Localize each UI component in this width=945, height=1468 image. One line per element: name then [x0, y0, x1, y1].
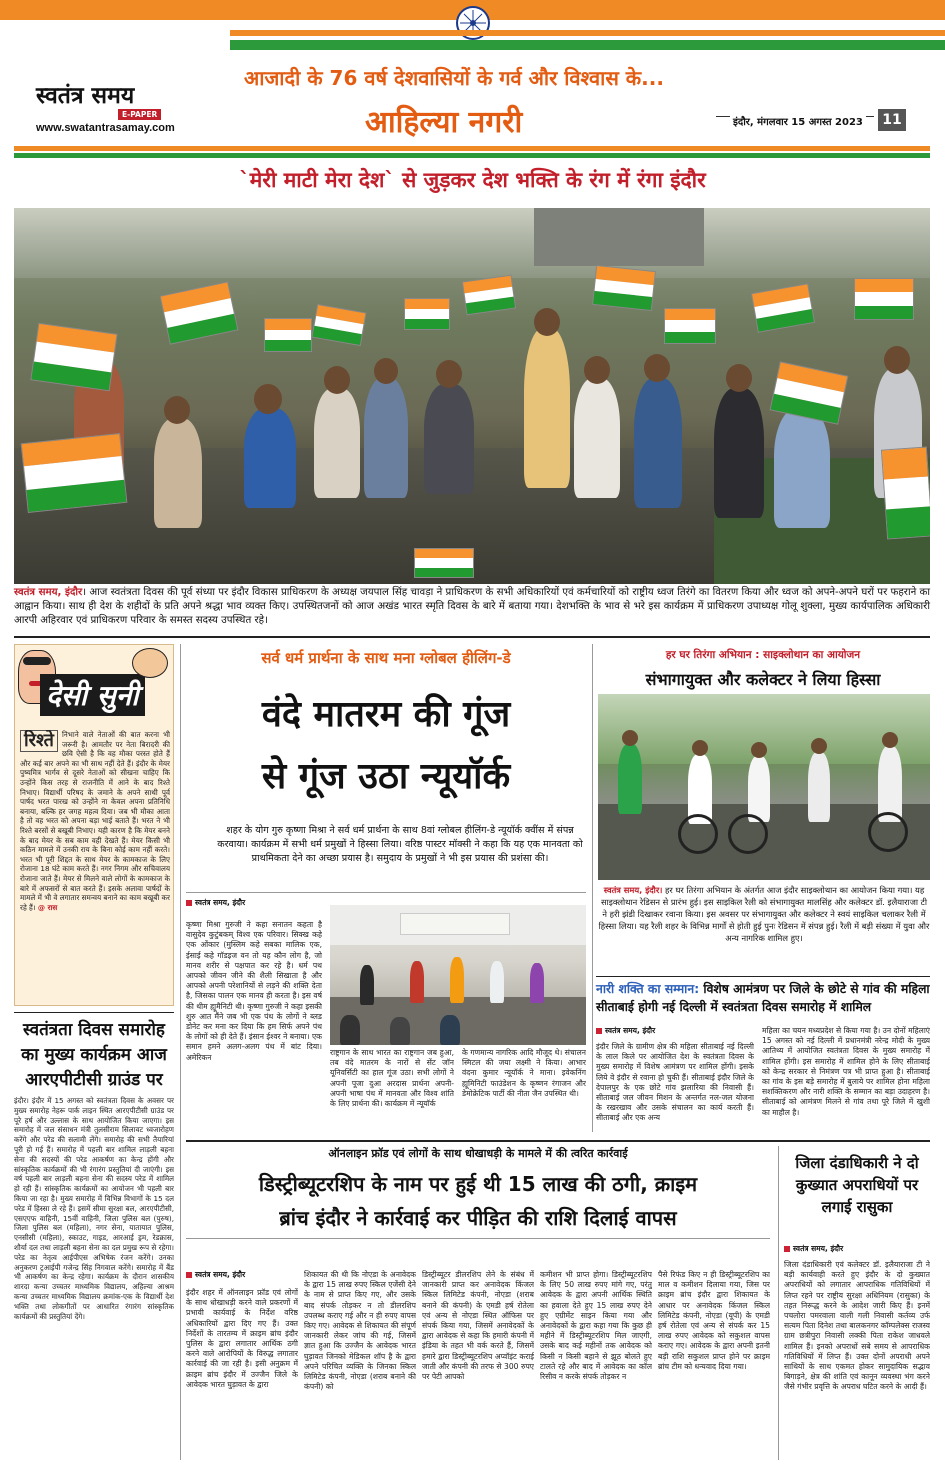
- lead-caption-byline: स्वतंत्र समय, इंदौर: [14, 587, 83, 598]
- desi-suni-signoff: @ रास: [37, 902, 58, 912]
- fraud-kicker: ऑनलाइन फ्रॉड एवं लोगों के साथ धोखाधड़ी के मामले में की त्वरित कार्रवाई: [328, 1147, 628, 1160]
- tagline: आजादी के 76 वर्ष देशवासियों के गर्व और विश्वास के...: [244, 66, 664, 90]
- divider: [14, 636, 930, 638]
- fraud-col5: पैसे रिफंड किए न ही डिस्ट्रीब्यूटरशिप का माल व कमीशन दिलाया गया, जिस पर क्राइम ब्रांच इंदौर द्वारा शिकायत के आधार पर अनावेदक किंजल स्किल लिमिटेड कंपनी, नोएडा (यूपी) के एमडी हर्ष रोतेला एवं अन्य से संपर्क कर 15 लाख रुपए आवेदक को सकुशल वापस कराए गए। आवेदक के द्वारा अपनी इतनी बड़ी राशि सकुशल प्राप्त होने पर क्राइम ब्रांच टीम को धन्यवाद दिया गया।: [658, 1270, 770, 1371]
- epaper-badge: E-PAPER: [118, 109, 161, 120]
- divider: [596, 976, 930, 977]
- rasuka-byline-text: स्वतंत्र समय, इंदौर: [793, 1244, 844, 1253]
- saffron-divider: [14, 146, 930, 151]
- lead-caption: [14, 586, 930, 628]
- tricolor-band-saffron-strip: [230, 30, 945, 36]
- newyork-headline-2: से गूंज उठा न्यूयॉर्क: [261, 756, 511, 797]
- fraud-byline: [186, 1270, 245, 1280]
- fraud-headline-1: डिस्ट्रीब्यूटरशिप के नाम पर हुई थी 15 लाख की ठगी, क्राइम: [258, 1172, 698, 1196]
- desi-suni-dropcap: रिश्ते: [20, 730, 58, 752]
- fraud-byline-text: स्वतंत्र समय, इंदौर: [195, 1270, 246, 1279]
- divider: [14, 1012, 174, 1013]
- column-divider: [592, 644, 593, 1132]
- women-col1: इंदौर जिले के ग्रामीण क्षेत्र की महिला सीताबाई नई दिल्ली के लाल किले पर आयोजित देश के स्वतंत्रता दिवस के मुख्य समारोह में विशेष आमंत्रण पर शामिल होंगी। इसके लिये वे इंदौर से रवाना हो चुकी हैं। सीताबाई इंदौर जिले के देपालपुर के एक छोटे गांव झलारिया की निवासी हैं। सीताबाई जल जीवन मिशन के अन्तर्गत नल-जल योजना के रखरखाव और उसके संचालन का कार्य करती हैं। सीताबाई और एक अन्य: [596, 1042, 754, 1123]
- newyork-kicker: सर्व धर्म प्रार्थना के साथ मना ग्लोबल हीलिंग-डे: [261, 649, 511, 667]
- divider: [186, 892, 586, 893]
- fraud-col4: कमीशन भी प्राप्त होगा। डिस्ट्रीब्यूटरशिप के लिए 50 लाख रुपए मांगे गए, परंतु आवेदक के द्वारा अपनी आर्थिक स्थिति का हवाला देते हुए 15 लाख रुपए देने हुए एग्रीमेंट साइन किया गया और अनावेदकों के द्वारा कहा गया कि कुछ ही महीने में डिस्ट्रीब्यूटरशिप मिल जाएगी, उसके बाद कई महीनों तक आवेदक को किसी न किसी बहाने से झूठ बोलते हुए टालते रहे और बाद में आवेदक का कॉल रिसीव न करके संपर्क तोड़कर न: [540, 1270, 652, 1382]
- rasuka-body: जिला दंडाधिकारी एवं कलेक्टर डॉ. इलैयाराजा टी ने बड़ी कार्यवाही करते हुए इंदौर के दो कुख्यात अपराधियों को लगातार आपराधिक गतिविधियों में लिप्त रहने पर राष्ट्रीय सुरक्षा अधिनियम (रासुका) के तहत निरूद्ध करने के आदेश जारी किए हैं। इनमें पचलोरा पमरवाला वाली गली निवासी कर्तव्य उर्फ सत्यम पिता दिनेश तथा बालकनगर कॉम्पलेक्स राजस्व ग्राम छत्रीपुरा निवासी लक्की पिता राकेश जाधवले शामिल हैं। इनको अपराधों सबे समय से आपराधिक गतिविधियों में लिप्त हैं। उक्त दोनों अपराधी अपने साथियों के साथ एकमत होकर सामुदायिक सद्भाव बिगाड़ने, क्षेत्र की शांति एवं कानून व्यवस्था भंग करने जैसे गंभीर प्रवृत्ति के अपराध घटित करने के आदी हैं।: [784, 1260, 930, 1392]
- women-kicker: नारी शक्ति का सम्मान:: [596, 982, 700, 996]
- newyork-col1: कृष्णा मिश्रा गुरुजी ने कहा सनातन कहता है वासुदेव कुटुंबकम् विश्व एक परिवार। सिक्ख कहे एक ओंकार (मुस्लिम कहे सबका मालिक एक, ईसाई कहे गॉडइज वन तो यह कौन लोग है, जो मानव शरीर से पक्षपात कर रहे है। धर्म पथ आपको जीवन जीने की शैली सिखाता है और आपको अपनी परेशानियों से लड़ने की शक्ति देता है, जिसका पालन एक मानव ही करता है। इस वर्ष की थीम ह्यूमैनिटी थी। कृष्णा गुरुजी ने कहा इसकी शुरु आत मैंने जब भी एक पंथ के लोगों ने ब्लड डोनेट कर मना कर दिया कि हम सिर्फ अपने पंथ के लोगों को ही देते हैं। इंसान ईश्वर ने बनाया। एक समान हमने अलग-अलग पंथ में बांट दिया। अमेरिकन: [186, 920, 322, 1062]
- independence-body: इंदौर। इंदौर में 15 अगस्त को स्वतंत्रता दिवस के अवसर पर मुख्य समारोह नेहरू पार्क लाइन स्थित आरएपीटीसी ग्राउंड पर पूरे हर्ष और उल्लास के साथ आयोजित किया जाएगा। इस समारोह में जल संसाधन मंत्री तुलसीराम सिलावट ध्वजारोहण करेंगे और परेड की सलामी लेंगे। समारोह की सभी तैयारियां पूरी हो गई हैं। समारोह में पहली बार शामिल लाड़ली बहना सेना की सदस्यों की परेड आकर्षण का केन्द्र होंगी और सांस्कृतिक कार्यक्रमों की भी रंगारंग प्रस्तुतियां दी जाएंगी। इस वर्ष पहली बार लाड़ली बहना सेना की सदस्य परेड में शामिल हो रही हैं। सांस्कृतिक कार्यक्रमों का आयोजन भी पहली बार किया जा रहा है। मुख्य समारोह में विभिन्न विभागों के 15 दल परेड में हिस्सा ले रहे हैं। इसमें सीमा सुरक्षा बल, आरएपीटीसी, एसएएफ वाहिनी, 15वीं वाहिनी, जिला पुलिस बल (पुरुष), जिला पुलिस बल (महिला), नगर सेना, यातायात पुलिस, एनसीसी (महिला), स्काउट, गाइड, आरआई ड्रम, रेडक्रास, शौर्या दल तथा लाड़ली बहना सेना का दल प्रमुख रूप से रहेगा। परेड का नेतृत्व आईपीएस अभिषेक रंजन करेंगे। उनका अनुकरण ट्रआईपी गजेन्द्र सिंह निगवाल करेंगे। समारोह में बैंड भी आकर्षण का केन्द्र रहेगा। कार्यक्रम के दौरान शासकीय शारदा कन्या उच्चतर माध्यमिक विद्यालय, अहिल्या आश्रम कन्या उच्चतर माध्यमिक विद्यालय क्रमांक-एक के विद्यार्थी देश भक्ति तथा लोकगीतों पर आधारित रंगारंग सांस्कृतिक कार्यक्रमों की प्रस्तुतियां देंगे।: [14, 1096, 174, 1321]
- newyork-byline-text: स्वतंत्र समय, इंदौर: [195, 898, 246, 907]
- byline-marker-icon: [784, 1246, 790, 1252]
- cyclothon-caption: [598, 884, 930, 944]
- rasuka-headline: जिला दंडाधिकारी ने दो कुख्यात अपराधियों पर लगाई रासुका: [795, 1154, 919, 1216]
- lead-caption-text: । आज स्वतंत्रता दिवस की पूर्व संध्या पर इंदौर विकास प्राधिकरण के अध्यक्ष जयपाल सिंह चावड़ा ने प्राधिकरण के सभी अधिकारियों एवं कर्मचारियों को राष्ट्रीय ध्वज तिरंगे का वितरण किया और ध्वज को अपने-अपने घरों पर फहराने का आह्वान किया। साथ ही देश के शहीदों के प्रति अपने श्रद्धा भाव व्यक्त किए। उपस्थितजनों को आज अखंड भारत स्मृति दिवस के बारे में बताया गया। देशभक्ति के भाव से भरे इस कार्यक्रम में प्राधिकरण उपाध्यक्ष गोलू शुक्ला, मुख्य कार्यपालिक अधिकारी आरपी अहिरवार एवं प्राधिकरण परिवार के समस्त सदस्य उपस्थित रहे।: [14, 587, 931, 626]
- women-byline: [596, 1026, 655, 1036]
- fraud-col1: इंदौर शहर में ऑनलाइन फ्रॉड एवं लोगों के साथ धोखाधड़ी करने वाले प्रकरणों में प्रभावी कार्यवाई के निर्देश वरिष्ठ अधिकारियों द्वारा दिए गए हैं। उक्त निर्देशों के तारतम्य में क्राइम ब्रांच इंदौर पुलिस के द्वारा लगातार आर्थिक ठगी करने वाले आरोपियों के विरुद्ध लगातार कार्रवाई की जा रही है। इसी अनुक्रम में क्राइम ब्रांच इंदौर में उज्जैन जिले के आवेदक भारत घुड़ावत के द्वारा: [186, 1288, 298, 1389]
- paper-name: स्वतंत्र समय: [36, 82, 135, 109]
- byline-marker-icon: [186, 900, 192, 906]
- women-headline-text: विशेष आमंत्रण पर जिले के छोटे से गांव की महिला सीताबाई होगी नई दिल्ली में स्वतंत्रता दिवस समारोह में शामिल: [596, 982, 930, 1014]
- website-link[interactable]: www.swatantrasamay.com: [36, 122, 175, 134]
- fraud-col2: शिकायत की थी कि नोएडा के अनावेदक के द्वारा 15 लाख रुपए स्किल एजेंसी देने के नाम से प्राप्त किए गए, और उसके बाद संपर्क तोड़कर न तो डीलरशिप उपलब्ध कराए गई और न ही रुपए वापस किए गए। आवेदक से शिकायत की संपूर्ण जानकारी लेकर जांच की गई, जिसमें ज्ञात हुआ कि उज्जैन के आवेदक भारत घुड़ावत जिनको मेडिकल शॉप है के द्वारा अपने परिचित व्यक्ति के जिनका स्किल लिमिटेड कंपनी, नोएडा (शराब बनाने की कंपनी) को: [304, 1270, 416, 1392]
- desi-suni-title: देसी सुनी: [40, 674, 145, 716]
- lead-headline: `मेरी माटी मेरा देश` से जुड़कर देश भक्ति के रंग में रंगा इंदौर: [239, 168, 706, 192]
- cyclothon-caption-byline: स्वतंत्र समय, इंदौर।: [603, 885, 663, 895]
- green-divider: [14, 153, 930, 158]
- cyclothon-headline: संभागायुक्त और कलेक्टर ने लिया हिस्सा: [645, 670, 881, 689]
- desi-suni-cartoon-right-icon: [132, 648, 168, 678]
- desi-suni-body: [20, 730, 170, 1000]
- photo-building-block: [534, 208, 704, 266]
- newyork-col3: के गणमान्य नागरिक आदि मौजूद थे। संचालन स्मिटल की जया लक्ष्मी ने किया। आभार वंदना कुमार न्यूयॉर्क ने माना। इवेकनिंग ह्यूमिनिटी फाउंडेशन के कृष्णन रंगाजन और डेमोक्रेटिक पार्टी की नीता जैन उपस्थित थी।: [462, 1048, 586, 1098]
- cyclothon-kicker: हर घर तिरंगा अभियान : साइक्लोथान का आयोजन: [665, 649, 861, 661]
- byline-marker-icon: [186, 1272, 192, 1278]
- fraud-headline-2: ब्रांच इंदौर ने कार्रवाई कर पीड़ित की राशि दिलाई वापस: [279, 1206, 677, 1230]
- independence-headline: स्वतंत्रता दिवस समारोह का मुख्य कार्यक्रम आज आरएपीटीसी ग्राउंड पर: [21, 1020, 167, 1090]
- women-col2: महिला का चयन मध्यप्रदेश से किया गया है। उन दोनों महिलाएं 15 अगस्त को नई दिल्ली में प्रधानमंत्री नरेन्द्र मोदी के मुख्य आतिथ्य में आयोजित स्वतंत्रता दिवस के मुख्य समारोह में शामिल होंगी। इस समारोह में शामिल होने के लिए सीताबाई को केन्द्र सरकार से निमंत्रण पत्र भी प्राप्त हुआ है। सीताबाई का गांव के इस बड़े समारोह में बुलाये पर शामिल होना महिला सशक्तिकरण और नारी शक्ति के सम्मान का बड़ा उदाहरण है। सीताबाई को आमंत्रण मिलने से गांव तथा पूरे जिले में खुशी का माहौल है।: [762, 1026, 930, 1117]
- newyork-photo-stage: [330, 905, 586, 1045]
- desi-suni-text: निभाने वाले नेताओं की बात करना भी जरूरी है। आमतौर पर नेता बिरादरी की छवि ऐसी है कि वह मौका परस्त होते हैं और कई बार अपने का भी साथ नहीं देते हैं। इंदौर के मेयर पुष्यमित्र भार्गव से दूसरे नेताओं को सीखना चाहिए कि उन्होंने किस तरह से राजनीति में आने के बाद रिश्ते निभाए। विद्यार्थी परिषद के जमाने के अपने साथी पूर्व पार्षद भरत पारख को उन्होंने ना केवल अपना प्रतिनिधि बनाया, बल्कि हर जगह महत्व दिया। जब भी मौका आता है तो वह भरत को अपना बड़ा भाई बताते हैं। भरत ने भी रिश्ते बरसों से बखूबी निभाए। यही कारण है कि मेयर बनने के बाद मेयर के सब काम वही देखते हैं। मेयर किसी भी कठिन मामले में उनकी राय के बिना कोई काम नहीं करते। भरत भी पूरी शिद्दत के साथ मेयर के कामकाज के लिए रोजाना 18 घंटे काम करते हैं। नगर निगम और सचिवालय रोजाना जाते हैं। मेयर से मिलने वाले लोगों के कामकाज के बारे में अफसरों से बात करते हैं। इसके अलावा पार्षदों के मामले में भी वे लगातार समन्वय बनाने का काम बखूबी कर रहे हैं।: [20, 730, 170, 912]
- column-divider: [180, 644, 181, 1460]
- dateline: इंदौर, मंगलवार 15 अगस्त 2023: [730, 114, 866, 128]
- page-number: 11: [878, 109, 906, 131]
- byline-marker-icon: [596, 1028, 602, 1034]
- lead-photo-flags: [14, 208, 930, 584]
- fraud-col3: डिस्ट्रीब्यूटर डीलरशिप लेने के संबंध में जानकारी प्राप्त कर अनावेदक किंजल स्किल लिमिटेड कंपनी, नोएडा (शराब बनाने की कंपनी) के एमडी हर्ष रोतेला एवं अन्य से नोएडा स्थित ऑफिस पर संपर्क किया गया, जिसमें अनावेदकों के द्वारा आवेदक से कहा कि हमारी कंपनी में इंडिया के तहत भी वर्क करते हैं, जिसमें हमारे द्वारा डिस्ट्रीब्यूटरशिप अप्वॉइंट कराई जाती और कंपनी की तरफ से 300 रुपए पर पेटी आपको: [422, 1270, 534, 1382]
- cyclothon-caption-text: हर घर तिरंगा अभियान के अंतर्गत आज इंदौर साइक्लोथान का आयोजन किया गया। यह साइक्लोथान रेडिसन से प्रारंभ हुई। इस साइकिल रैली को संभागायुक्त मालसिंह और कलेक्टर डॉ. इलैयाराजा टी ने हरी झंडी दिखाकर रवाना किया। इस अवसर पर संभागायुक्त और कलेक्टर ने स्वयं साइकिल चलाकर रैली में हिस्सा लिया। यह रैली शहर के विभिन्न मार्गों से होती हुई पुनः रेडिसन में संपन्न हुई। रैली में बड़ी संख्या में युवा और अन्य नागरिक शामिल हुए।: [598, 885, 930, 943]
- newyork-summary: शहर के योग गुरु कृष्णा मिश्रा ने सर्व धर्म प्रार्थना के साथ 8वां ग्लोबल हीलिंग-डे न्यूयॉर्क क्वींस में संपन्न करवाया। कार्यक्रम में सभी धर्म प्रमुखों ने हिस्सा लिया। वरिष्ठ पास्टर मॉक्सी ने कहा कि यह एक मानवता को प्राथमिकता देने का अच्छा प्रयास है। समुदाय के प्रमुखों ने भी इस प्रयास की प्रशंसा की।: [217, 825, 583, 864]
- divider: [186, 1238, 770, 1239]
- column-divider: [778, 1146, 779, 1460]
- women-headline: [596, 980, 930, 1016]
- women-byline-text: स्वतंत्र समय, इंदौर: [605, 1026, 656, 1035]
- tricolor-band-green: [230, 40, 945, 50]
- cyclothon-photo: [598, 694, 930, 880]
- newyork-headline-1: वंदे मातरम की गूंज: [261, 694, 511, 735]
- divider: [186, 1140, 930, 1142]
- photo-background-building: [14, 208, 930, 278]
- section-title: आहिल्या नगरी: [365, 105, 523, 140]
- rasuka-byline: [784, 1244, 843, 1254]
- newyork-col2: राष्ट्रगान के साथ भारत का राष्ट्रगान जब हुआ, तब वंदे मातरम के नारों से सेंट जॉन यूनिवर्सिटी का हाल गूंज उठा। सभी लोगों ने अपनी पूजा दुआ अरदास प्रार्थना अपनी-अपनी भाषा पंथ में मानवता और विश्व शांति के लिए प्रार्थना की। कार्यक्रम में न्यूयॉर्क: [330, 1048, 454, 1109]
- newyork-byline: [186, 898, 245, 908]
